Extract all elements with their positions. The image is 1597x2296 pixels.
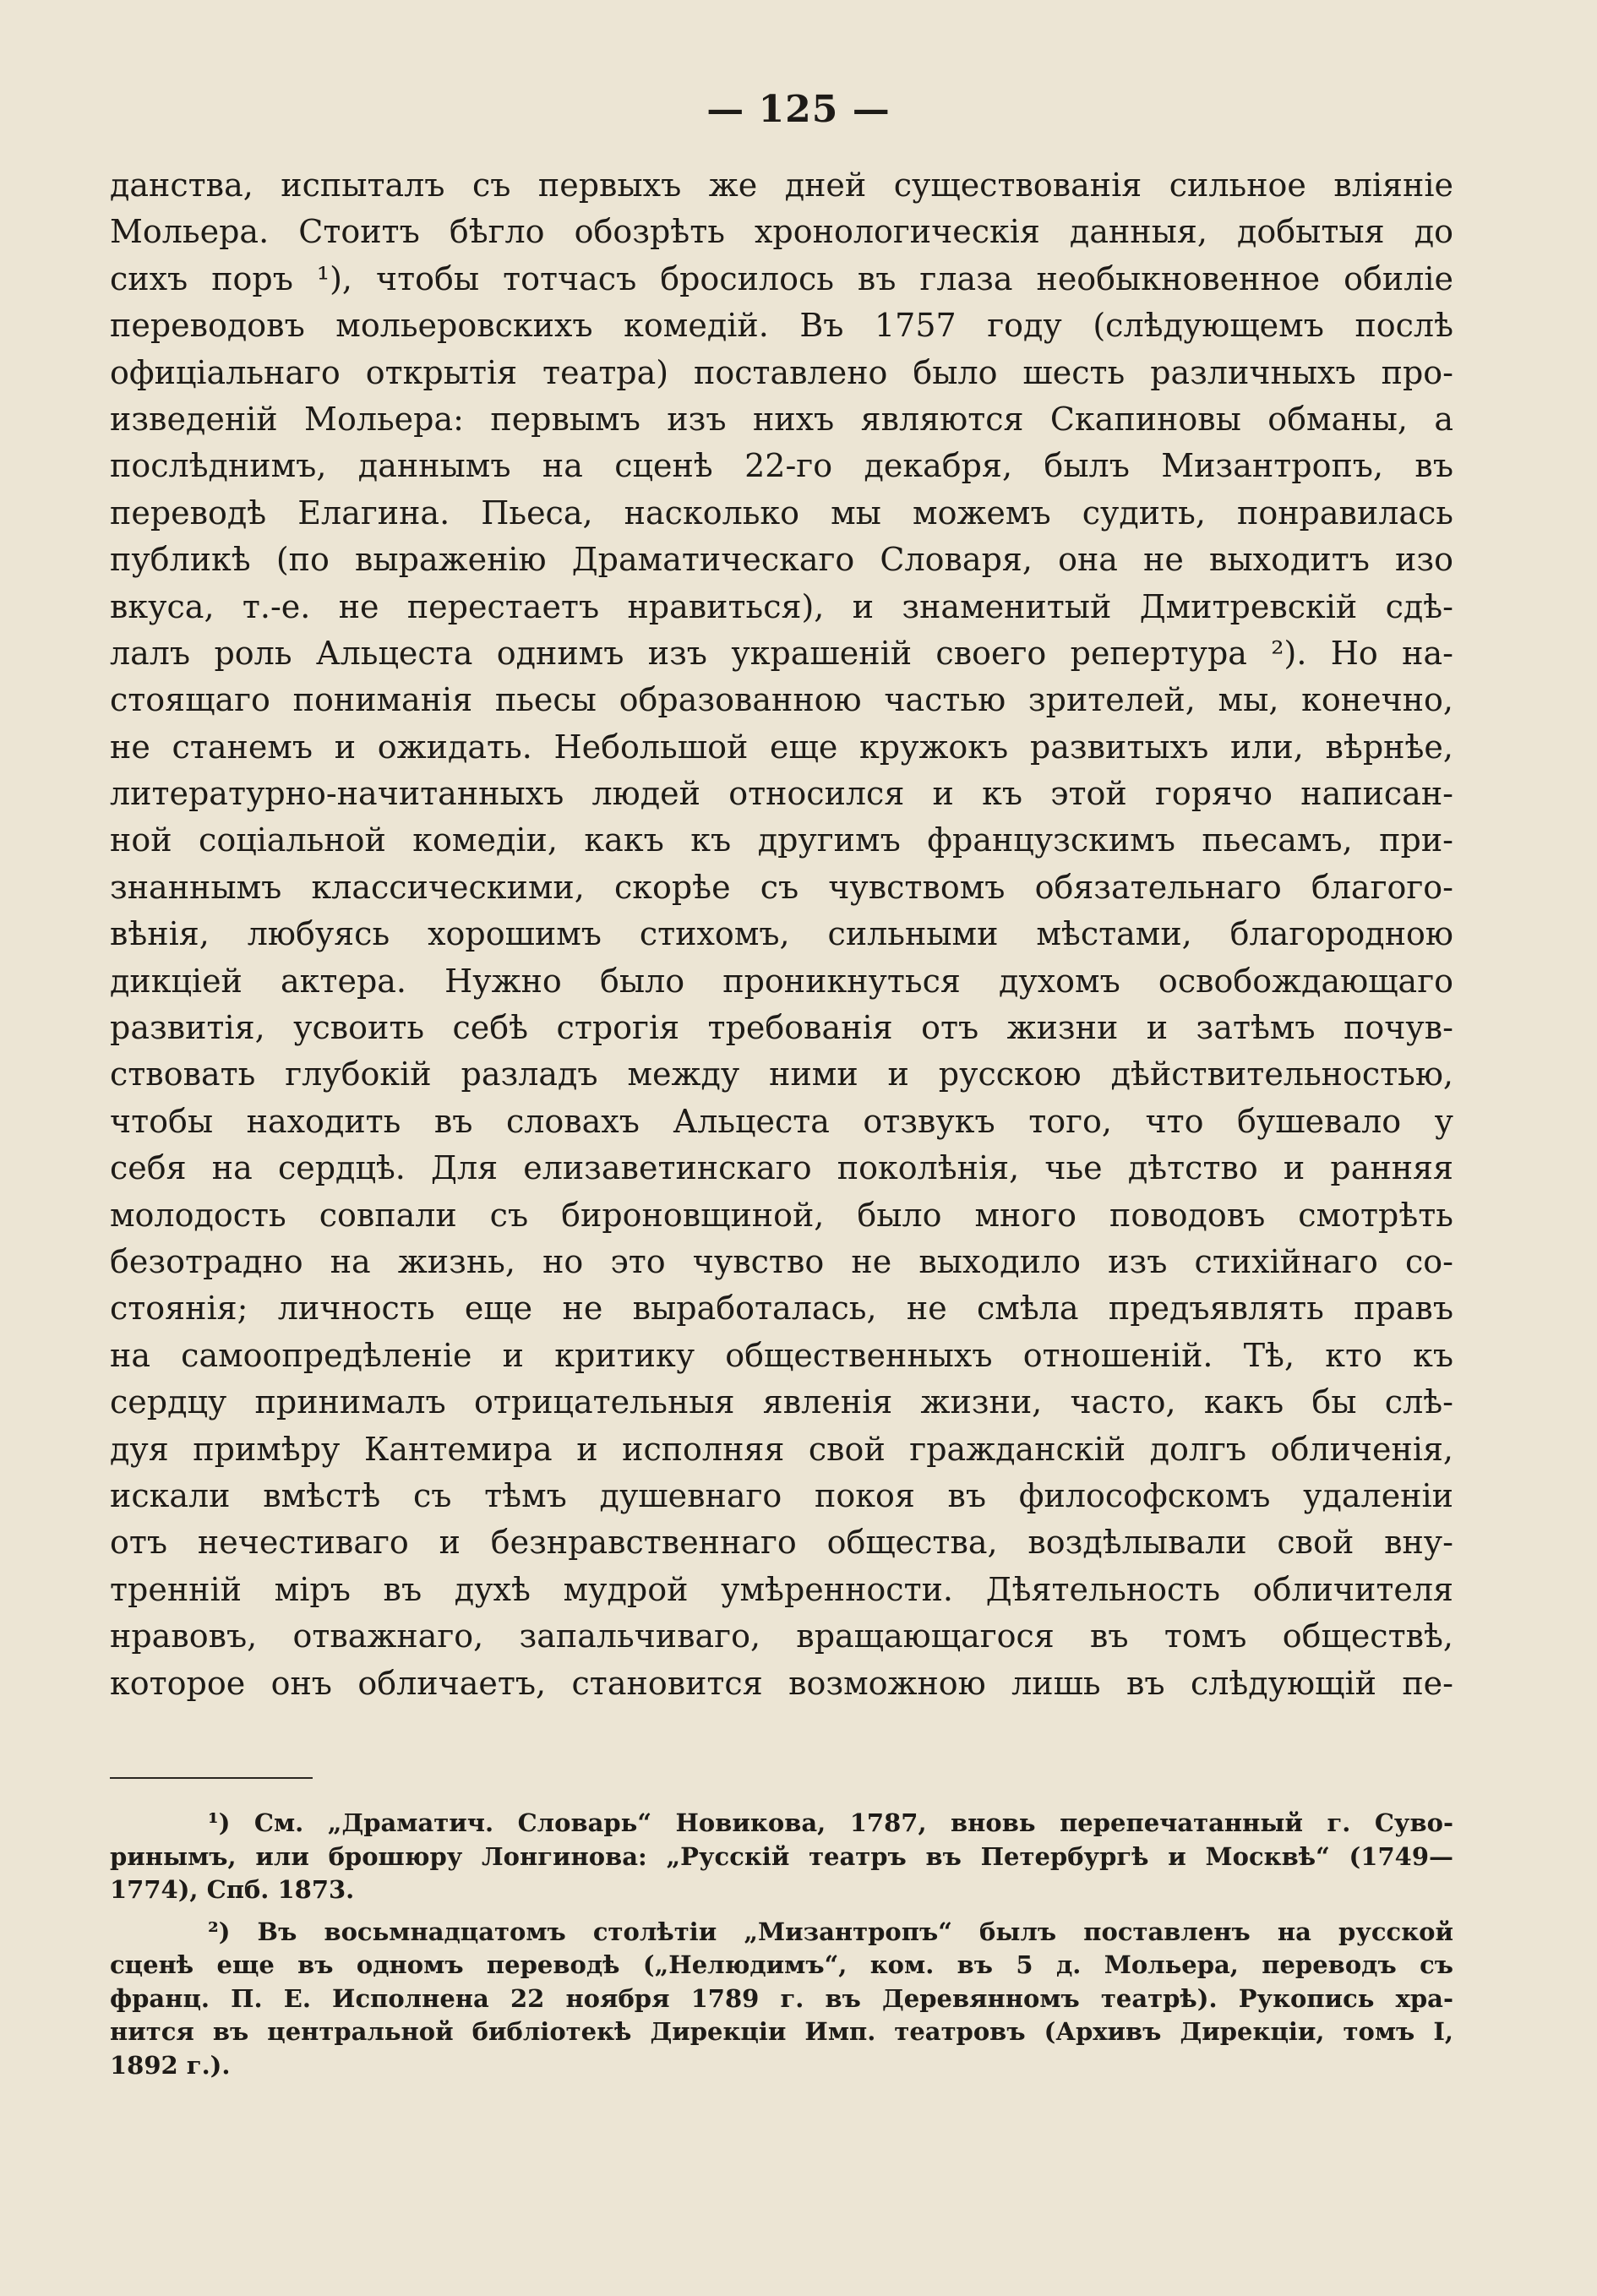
- footnote-divider: [110, 1777, 313, 1779]
- text-line: знаннымъ классическими, скорѣе съ чувствомъ обязательнаго благого-: [110, 868, 1453, 906]
- footnote-line: ²) Въ восьмнадцатомъ столѣтіи „Мизантропъ“ былъ поставленъ на русской: [208, 1917, 1453, 1946]
- text-line: переводѣ Елагина. Пьеса, насколько мы можемъ судить, понравилась: [110, 494, 1453, 532]
- text-line: офиціальнаго открытія театра) поставлено было шесть различныхъ про-: [110, 353, 1453, 391]
- text-line: ной соціальной комедіи, какъ къ другимъ французскимъ пьесамъ, при-: [110, 821, 1453, 859]
- text-line: себя на сердцѣ. Для елизаветинскаго поколѣнія, чье дѣтство и ранняя: [110, 1149, 1453, 1187]
- footnote-2: [110, 1916, 1453, 2083]
- text-line: искали вмѣстѣ съ тѣмъ душевнаго покоя въ философскомъ удаленіи: [110, 1476, 1453, 1514]
- text-line: безотрадно на жизнь, но это чувство не выходило изъ стихійнаго со-: [110, 1242, 1453, 1280]
- body-text: [110, 162, 1453, 1707]
- text-line: ствовать глубокій разладъ между ними и русскою дѣйствительностью,: [110, 1055, 1453, 1093]
- text-line: переводовъ мольеровскихъ комедій. Въ 1757 году (слѣдующемъ послѣ: [110, 307, 1453, 345]
- text-line: стоящаго пониманія пьесы образованною частью зрителей, мы, конечно,: [110, 681, 1453, 719]
- text-line: дуя примѣру Кантемира и исполняя свой гражданскій долгъ обличенія,: [110, 1430, 1453, 1468]
- text-line: развитія, усвоить себѣ строгія требованія отъ жизни и затѣмъ почув-: [110, 1009, 1453, 1047]
- footnote-line: сценѣ еще въ одномъ переводѣ („Нелюдимъ“, ком. въ 5 д. Мольера, переводъ съ: [110, 1950, 1453, 1979]
- text-line: стоянія; личность еще не выработалась, не смѣла предъявлять правъ: [110, 1290, 1453, 1328]
- text-line: изведеній Мольера: первымъ изъ нихъ являются Скапиновы обманы, а: [110, 400, 1453, 438]
- text-line: не станемъ и ожидать. Небольшой еще кружокъ развитыхъ или, вѣрнѣе,: [110, 728, 1453, 766]
- footnote-gap: [110, 1907, 1453, 1916]
- text-line: вкуса, т.-е. не перестаетъ нравиться), и знаменитый Дмитревскій сдѣ-: [110, 587, 1453, 625]
- text-line: публикѣ (по выраженію Драматическаго Словаря, она не выходитъ изо: [110, 541, 1453, 579]
- text-line: отъ нечестиваго и безнравственнаго общества, воздѣлывали свой вну-: [110, 1524, 1453, 1562]
- text-line: послѣднимъ, даннымъ на сценѣ 22-го декабря, былъ Мизантропъ, въ: [110, 447, 1453, 485]
- text-line: тренній міръ въ духѣ мудрой умѣренности. Дѣятельность обличителя: [110, 1570, 1453, 1608]
- text-line: нравовъ, отважнаго, запальчиваго, вращающагося въ томъ обществѣ,: [110, 1617, 1453, 1655]
- footnotes: [110, 1807, 1453, 2082]
- text-line: литературно-начитанныхъ людей относился и къ этой горячо написан-: [110, 775, 1453, 813]
- text-line: дикціей актера. Нужно было проникнуться духомъ освобождающаго: [110, 962, 1453, 1000]
- text-line: Мольера. Стоитъ бѣгло обозрѣть хронологическія данныя, добытыя до: [110, 213, 1453, 251]
- footnote-line: 1774), Спб. 1873.: [110, 1875, 355, 1904]
- footnote-line: ¹) См. „Драматич. Словарь“ Новикова, 1787, вновь перепечатанный г. Суво-: [208, 1808, 1453, 1837]
- text-line: молодость совпали съ бироновщиной, было много поводовъ смотрѣть: [110, 1196, 1453, 1234]
- footnote-line: 1892 г.).: [110, 2050, 231, 2080]
- text-line: лалъ роль Альцеста однимъ изъ украшеній своего репертура ²). Но на-: [110, 634, 1453, 672]
- text-line: вѣнія, любуясь хорошимъ стихомъ, сильными мѣстами, благородною: [110, 915, 1453, 953]
- text-line: которое онъ обличаетъ, становится возможною лишь въ слѣдующій пе-: [110, 1664, 1453, 1702]
- text-line: на самоопредѣленіе и критику общественныхъ отношеній. Тѣ, кто къ: [110, 1336, 1453, 1374]
- footnote-1: [110, 1807, 1453, 1907]
- text-line: сердцу принималъ отрицательныя явленія жизни, часто, какъ бы слѣ-: [110, 1383, 1453, 1421]
- footnote-line: франц. П. Е. Исполнена 22 ноября 1789 г. въ Деревянномъ театрѣ). Рукопись хра-: [110, 1983, 1453, 2013]
- page-number: — 125 —: [706, 88, 891, 131]
- text-line: данства, испыталъ съ первыхъ же дней существованія сильное вліяніе: [110, 166, 1453, 204]
- footnote-line: нится въ центральной библіотекѣ Дирекціи Имп. театровъ (Архивъ Дирекціи, томъ I,: [110, 2017, 1453, 2046]
- footnote-line: ринымъ, или брошюру Лонгинова: „Русскій театръ въ Петербургѣ и Москвѣ“ (1749—: [110, 1841, 1453, 1871]
- text-line: чтобы находить въ словахъ Альцеста отзвукъ того, что бушевало у: [110, 1102, 1453, 1140]
- text-line: сихъ поръ ¹), чтобы тотчасъ бросилось въ глаза необыкновенное обиліе: [110, 259, 1453, 297]
